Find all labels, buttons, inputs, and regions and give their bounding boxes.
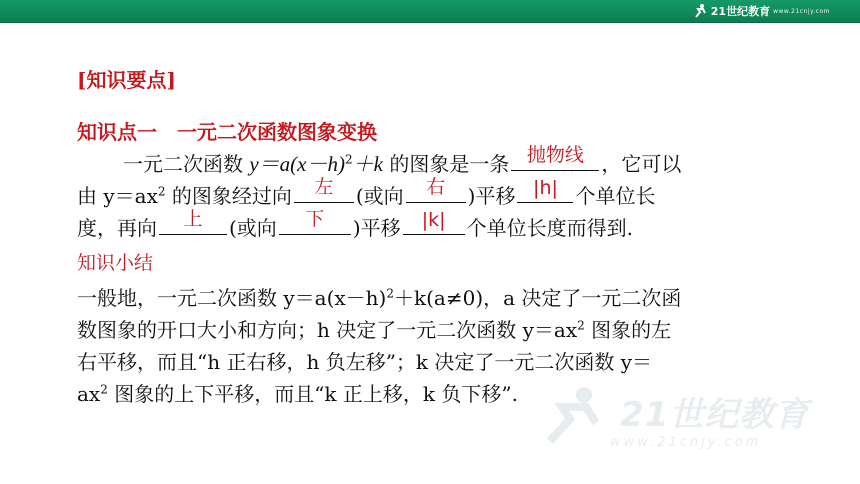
- formula: ＋k: [352, 152, 383, 176]
- formula: y＝a(x－h): [249, 152, 345, 176]
- answer-2: 左: [314, 176, 334, 198]
- watermark: [540, 385, 840, 455]
- text: )平移: [467, 184, 516, 208]
- text: ax: [77, 382, 101, 406]
- point-line-1: [123, 144, 682, 178]
- point-line-3: [77, 208, 633, 241]
- section-title: [知识要点]: [77, 68, 176, 92]
- text: (或向: [355, 184, 404, 208]
- text: )平移: [352, 216, 401, 240]
- text: 个单位长度而得到.: [466, 216, 633, 240]
- blank-2: [294, 176, 354, 203]
- answer-4: |h|: [533, 177, 558, 199]
- answer-7: |k|: [421, 209, 446, 231]
- blank-6: [279, 208, 351, 235]
- watermark-url: www.21cnjy.com: [610, 435, 762, 450]
- text: 由 y＝ax: [77, 184, 158, 208]
- blank-7: [403, 209, 465, 235]
- blank-4: [517, 177, 573, 203]
- summary-line-1: [77, 282, 681, 311]
- blank-1: [511, 144, 599, 171]
- watermark-text: 21世纪教育: [620, 395, 810, 435]
- text: ，它可以: [601, 152, 682, 176]
- summary-line-3: 右平移，而且“h 正右移，h 负左移”；k 决定了一元二次函数 y＝: [77, 350, 653, 374]
- text: 图象的左: [584, 318, 672, 342]
- text: 数图象的开口大小和方向；h 决定了一元二次函数 y＝ax: [77, 318, 578, 342]
- exponent: 2: [345, 152, 353, 167]
- exponent: 2: [100, 382, 108, 397]
- point-title: [77, 116, 377, 145]
- summary-line-2: [77, 314, 671, 343]
- answer-5: 上: [183, 208, 203, 230]
- blank-3: [406, 176, 466, 203]
- summary-title: 知识小结: [77, 252, 154, 274]
- runner-logo-icon: [692, 3, 708, 19]
- watermark-runner-icon: [540, 385, 610, 445]
- exponent: 2: [157, 184, 166, 199]
- exponent: 2: [386, 286, 394, 301]
- text: (或向: [229, 216, 277, 240]
- blank-5: [159, 208, 227, 235]
- text: 的图象经过向: [165, 184, 292, 208]
- top-banner-border: [0, 22, 860, 23]
- text: ＋k(a≠0)，a 决定了一元二次函: [394, 286, 682, 310]
- text: 的图象是一条: [382, 152, 510, 176]
- answer-1: 抛物线: [526, 144, 584, 166]
- text: 一般地，一元二次函数 y＝a(x－h): [77, 286, 387, 310]
- text: 一元二次函数: [123, 152, 250, 176]
- brand-logo: [692, 2, 830, 20]
- exponent: 2: [577, 318, 585, 333]
- logo-text: 21世纪教育: [710, 5, 771, 18]
- point-title-text: 知识点一 一元二次函数图象变换: [77, 120, 377, 144]
- logo-url: www.21cnjy.com: [773, 7, 830, 15]
- text: 个单位长: [575, 184, 656, 208]
- text: 度，再向: [77, 216, 157, 240]
- answer-3: 右: [426, 176, 446, 198]
- summary-line-4: [77, 378, 518, 407]
- answer-6: 下: [305, 208, 325, 230]
- text: 图象的上下平移，而且“k 正上移，k 负下移”.: [107, 382, 518, 406]
